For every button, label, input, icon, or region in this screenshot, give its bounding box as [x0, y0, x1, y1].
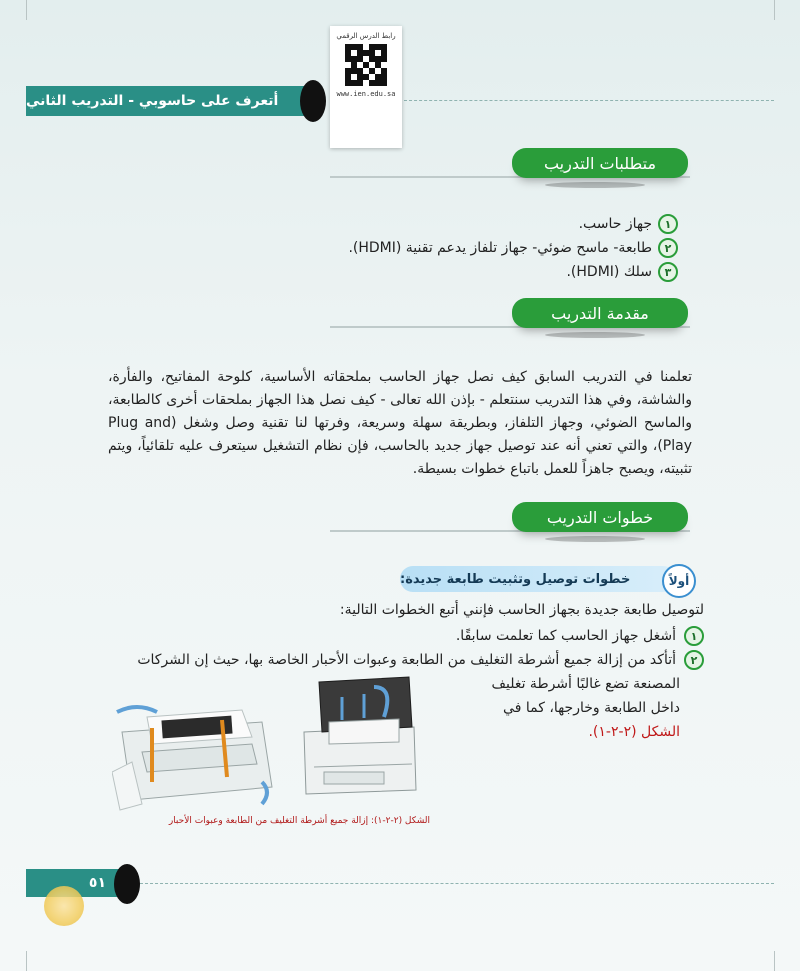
requirements-heading: متطلبات التدريب: [512, 148, 688, 178]
printer-unpacking-illustration: [112, 692, 282, 812]
step-text: أشغل جهاز الحاسب كما تعلمت سابقًا.: [455, 628, 676, 644]
tab-shadow: [545, 182, 645, 188]
printer-ink-illustration: [294, 672, 424, 802]
number-badge: ٢: [658, 238, 678, 258]
number-badge: ٢: [684, 650, 704, 670]
intro-heading: مقدمة التدريب: [512, 298, 688, 328]
crop-mark: [774, 0, 775, 20]
list-item: [348, 238, 678, 258]
steps-heading: خطوات التدريب: [512, 502, 688, 532]
requirement-text: سلك (HDMI).: [566, 264, 652, 280]
page-knob-decoration: [114, 864, 140, 904]
page-title: أتعرف على حاسوبي - التدريب الثاني: [26, 86, 310, 116]
figure-reference[interactable]: الشكل (٢-٢-١).: [588, 724, 680, 740]
step-text: أتأكد من إزالة جميع أشرطة التغليف من الطابعة وعبوات الأحبار الخاصة بها، حيث إن الشركات: [137, 652, 676, 668]
number-badge: ٣: [658, 262, 678, 282]
first-subheading: خطوات توصيل وتثبيت طابعة جديدة:: [400, 566, 676, 592]
first-badge: أولاً: [662, 564, 696, 598]
footer-divider: [140, 883, 774, 884]
crop-mark: [26, 0, 27, 20]
tab-shadow: [545, 536, 645, 542]
requirement-text: طابعة- ماسح ضوئي- جهاز تلفاز يدعم تقنية (HDMI).: [348, 240, 652, 256]
list-item: [137, 650, 704, 670]
number-badge: ١: [684, 626, 704, 646]
step-text-continued: داخل الطابعة وخارجها، كما في: [503, 700, 680, 716]
qr-code-icon[interactable]: [345, 44, 387, 86]
page-number: ٥١: [26, 869, 122, 897]
step-text-continued: المصنعة تضع غالبًا أشرطة تغليف: [491, 676, 680, 692]
list-item: [456, 626, 704, 646]
figure-caption: الشكل (٢-٢-١): إزالة جميع أشرطة التغليف من الطابعة وعبوات الأحبار: [168, 816, 430, 826]
list-item: [566, 262, 678, 282]
crop-mark: [774, 951, 775, 971]
requirement-text: جهاز حاسب.: [578, 216, 652, 232]
intro-paragraph: تعلمنا في التدريب السابق كيف نصل جهاز الحاسب بملحقاته الأساسية، كلوحة المفاتيح، والفأرة، والشاشة، وفي هذا التدريب سنتعلم - بإذن الله تعالى - كيف نصل هذا الجهاز بملحقات أخرى كالطابعة، والماسح الضوئي، وجهاز التلفاز، وبطريقة سهلة وسريعة، وفرتها لنا تقنية وصل وشغل (Plug and Play)، والتي تعني أنه عند توصيل جهاز جديد بالحاسب، فإن نظام التشغيل سيتعرف عليه تلقائياً، ويتم تثبيته، ويصبح جاهزاً للعمل باتباع خطوات بسيطة.: [108, 369, 692, 477]
steps-lead: لتوصيل طابعة جديدة بجهاز الحاسب فإنني أتبع الخطوات التالية:: [339, 602, 704, 618]
qr-card[interactable]: [330, 26, 402, 148]
publisher-logo-icon: [44, 886, 84, 926]
number-badge: ١: [658, 214, 678, 234]
qr-caption: رابط الدرس الرقمي: [336, 32, 396, 40]
qr-url[interactable]: www.ien.edu.sa: [336, 90, 396, 98]
title-knob-decoration: [300, 80, 326, 122]
tab-shadow: [545, 332, 645, 338]
list-item: [579, 214, 678, 234]
crop-mark: [26, 951, 27, 971]
header-divider: [404, 100, 774, 101]
